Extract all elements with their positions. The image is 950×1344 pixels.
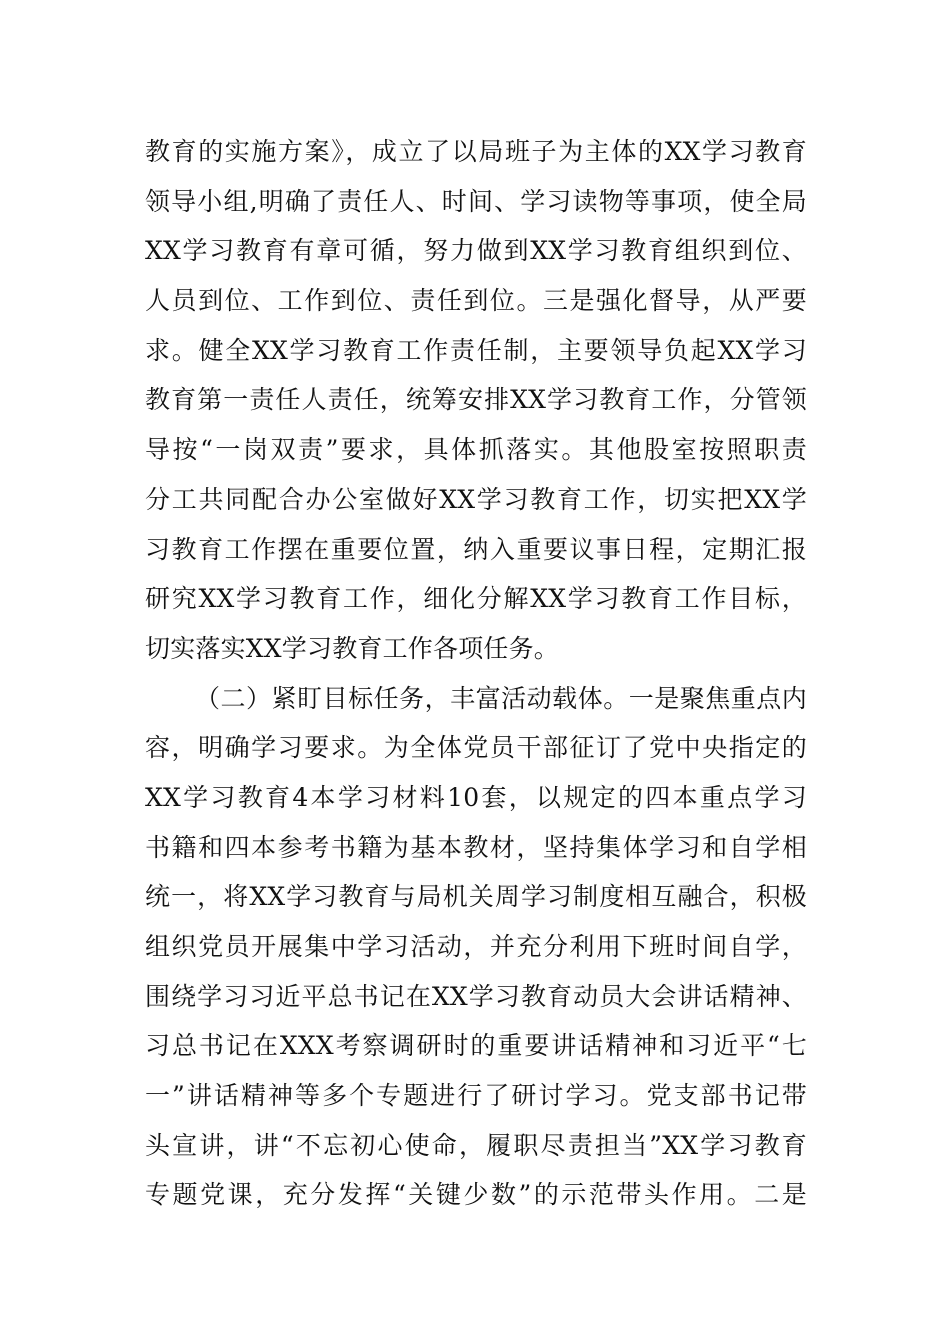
text-line: 统一，将XX学习教育与局机关周学习制度相互融合，积极 (145, 882, 807, 912)
text-line: XX学习教育有章可循，努力做到XX学习教育组织到位、 (145, 236, 807, 266)
text-line: 习教育工作摆在重要位置，纳入重要议事日程，定期汇报 (145, 534, 807, 564)
text-line: 教育的实施方案》，成立了以局班子为主体的XX学习教育 (145, 137, 807, 166)
text-line: 领导小组,明确了责任人、时间、学习读物等事项，使全局 (145, 186, 807, 216)
text-line: XX学习教育4本学习材料10套，以规定的四本重点学习 (145, 782, 807, 812)
text-line: 容，明确学习要求。为全体党员干部征订了党中央指定的 (145, 733, 807, 763)
text-line: 教育第一责任人责任，统筹安排XX学习教育工作，分管领 (145, 385, 807, 415)
text-line: 人员到位、工作到位、责任到位。三是强化督导，从严要 (145, 286, 807, 316)
text-line: 研究XX学习教育工作，细化分解XX学习教育工作目标， (145, 584, 807, 614)
text-line: 习总书记在XXX考察调研时的重要讲话精神和习近平“七 (145, 1031, 807, 1061)
text-line: 求。健全XX学习教育工作责任制，主要领导负起XX学习 (145, 335, 807, 365)
text-line: 组织党员开展集中学习活动，并充分利用下班时间自学， (145, 932, 807, 961)
text-line: 头宣讲，讲“不忘初心使命，履职尽责担当”XX学习教育 (145, 1130, 807, 1160)
section-heading-line: （二）紧盯目标任务，丰富活动载体。一是聚焦重点内 (195, 683, 807, 713)
text-line: 切实落实XX学习教育工作各项任务。 (145, 633, 559, 663)
body-text (145, 127, 807, 1220)
text-line: 围绕学习习近平总书记在XX学习教育动员大会讲话精神、 (145, 981, 807, 1011)
text-line: 分工共同配合办公室做好XX学习教育工作，切实把XX学 (145, 484, 807, 514)
text-line: 书籍和四本参考书籍为基本教材，坚持集体学习和自学相 (145, 832, 807, 862)
text-line: 一”讲话精神等多个专题进行了研讨学习。党支部书记带 (145, 1081, 807, 1111)
text-line: 专题党课，充分发挥“关键少数”的示范带头作用。二是 (145, 1180, 807, 1210)
text-line: 导按“一岗双责”要求，具体抓落实。其他股室按照职责 (145, 435, 807, 465)
